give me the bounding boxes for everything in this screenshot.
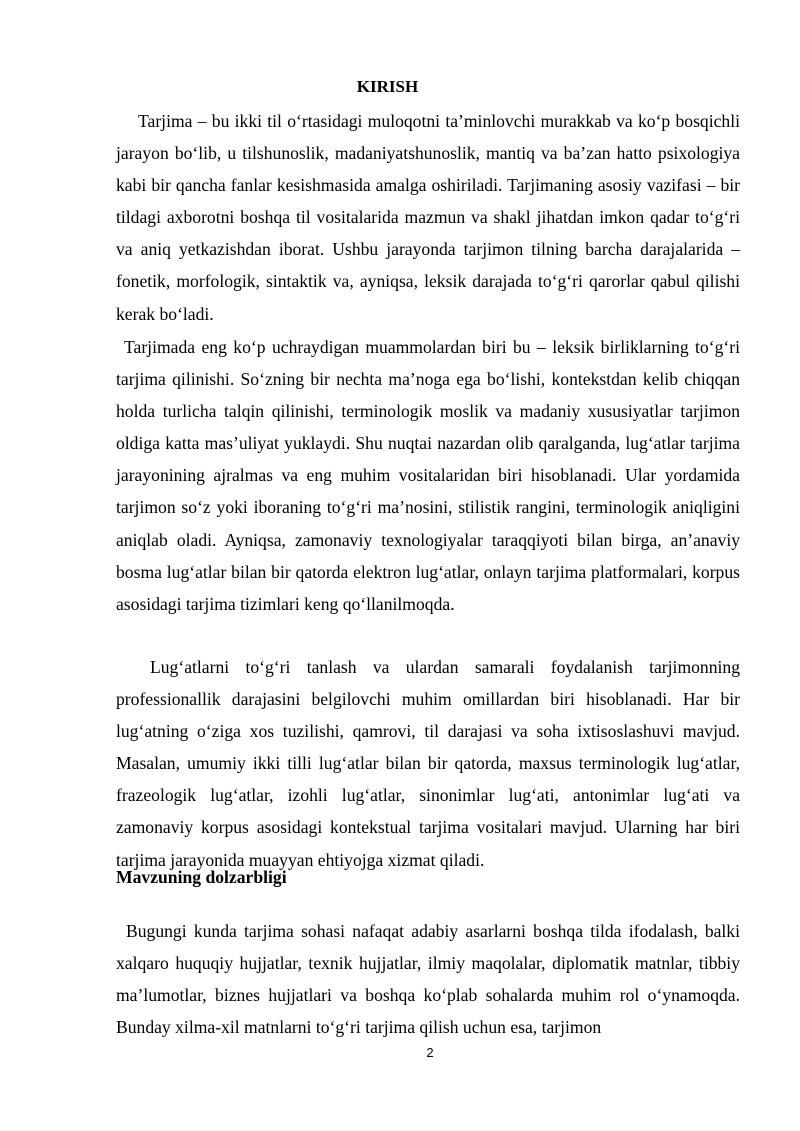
intro-paragraph-2: Tarjimada eng ko‘p uchraydigan muammolardan biri bu – leksik birliklarning to‘g‘ri tarjima qilinishi. So‘zning bir nechta ma’noga ega bo‘lishi, kontekstdan kelib chiqqan holda turlicha talqin qilinishi, terminologik moslik va madaniy xususiyatlar tarjimon oldiga katta mas’uliyat yuklaydi. Shu nuqtai nazardan olib qaralganda, lug‘atlar tarjima jarayonining ajralmas va eng muhim vositalaridan biri hisoblanadi. Ular yordamida tarjimon so‘z yoki iboraning to‘g‘ri ma’nosini, stilistik rangini, terminologik aniqligini aniqlab oladi. Ayniqsa, zamonaviy texnologiyalar taraqqiyoti bilan birga, an’anaviy bosma lug‘atlar bilan bir qatorda elektron lug‘atlar, onlayn tarjima platformalari, korpus asosidagi tarjima tizimlari keng qo‘llanilmoqda. xyxy=(116,337,740,614)
section-heading: Mavzuning dolzarbligi xyxy=(116,867,287,887)
intro-paragraph-3: Lug‘atlarni to‘g‘ri tanlash va ulardan samarali foydalanish tarjimonning professionallik darajasini belgilovchi muhim omillardan biri hisoblanadi. Har bir lug‘atning o‘ziga xos tuzilishi, qamrovi, til darajasi va soha ixtisoslashuvi mavjud. Masalan, umumiy ikki tilli lug‘atlar bilan bir qatorda, maxsus terminologik lug‘atlar, frazeologik lug‘atlar, izohli lug‘atlar, sinonimlar lug‘ati, antonimlar lug‘ati va zamonaviy korpus asosidagi kontekstual tarjima vositalari mavjud. Ularning har biri tarjima jarayonida muayyan ehtiyojga xizmat qiladi. xyxy=(116,657,740,870)
intro-paragraph-1: Tarjima – bu ikki til o‘rtasidagi muloqotni ta’minlovchi murakkab va ko‘p bosqichli jarayon bo‘lib, u tilshunoslik, madaniyatshunoslik, mantiq va ba’zan hatto psixologiya kabi bir qancha fanlar kesishmasida amalga oshiriladi. Tarjimaning asosiy vazifasi – bir tildagi axborotni boshqa til vositalarida mazmun va shakl jihatdan imkon qadar to‘g‘ri va aniq yetkazishdan iborat. Ushbu jarayonda tarjimon tilning barcha darajalarida – fonetik, morfologik, sintaktik va, ayniqsa, leksik darajada to‘g‘ri qarorlar qabul qilishi kerak bo‘ladi. xyxy=(116,111,740,324)
page-number: 2 xyxy=(426,1045,434,1060)
page-title: KIRISH xyxy=(356,77,419,96)
section-paragraph: Bugungi kunda tarjima sohasi nafaqat adabiy asarlarni boshqa tilda ifodalash, balki xalqaro huquqiy hujjatlar, texnik hujjatlar, ilmiy maqolalar, diplomatik matnlar, tibbiy ma’lumotlar, biznes hujjatlari va boshqa ko‘plab sohalarda muhim rol o‘ynamoqda. Bunday xilma-xil matnlarni to‘g‘ri tarjima qilish uchun esa, tarjimon xyxy=(116,921,740,1038)
